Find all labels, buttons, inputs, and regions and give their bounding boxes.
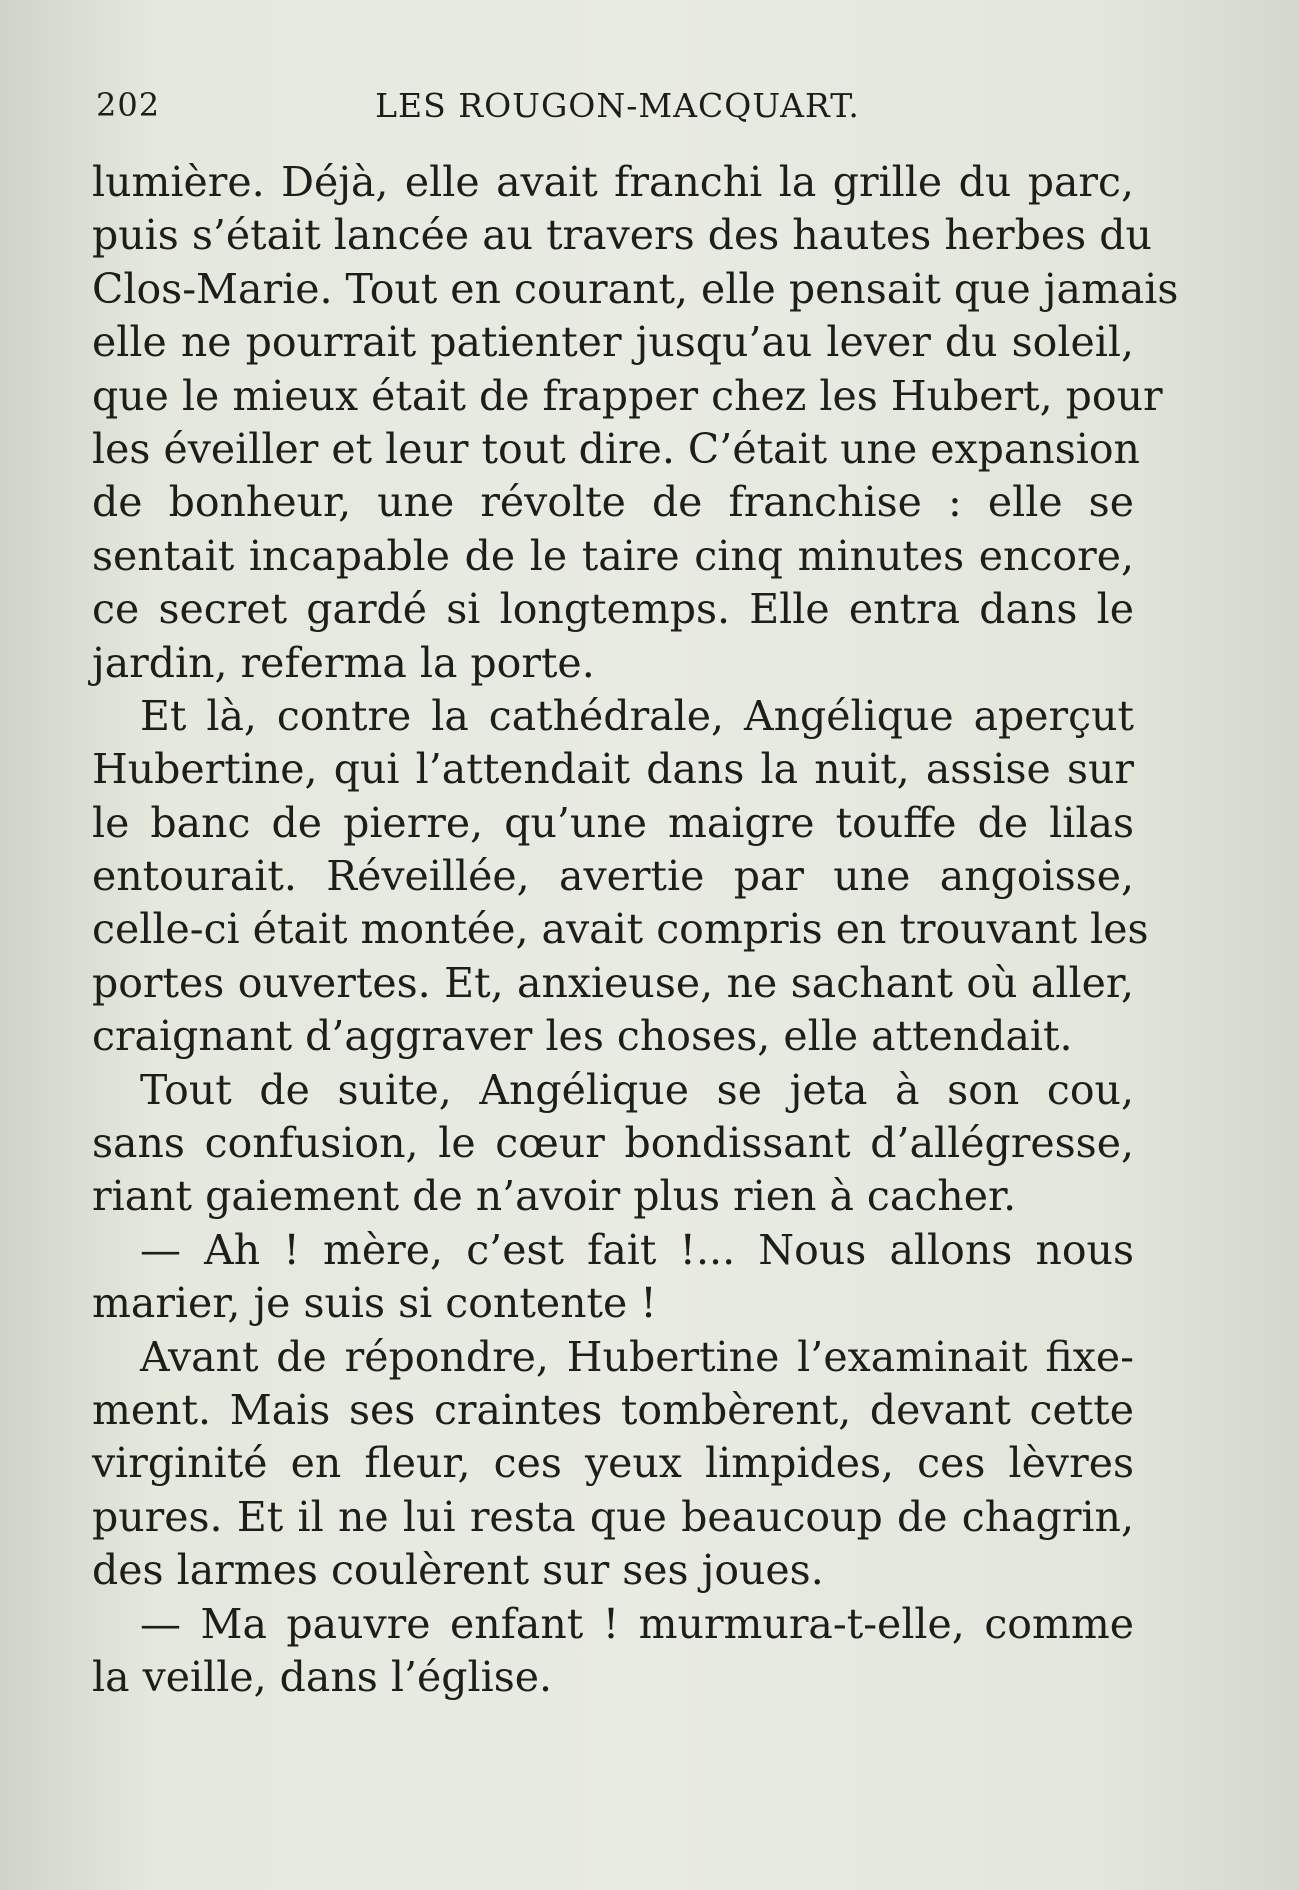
text-line: Tout de suite, Angélique se jeta à son cou, [140, 1065, 1134, 1114]
text-line: puis s’était lancée au travers des hautes herbes du [92, 211, 1152, 260]
text-line: elle ne pourrait patienter jusqu’au lever du soleil, [92, 318, 1134, 367]
text-line: virginité en fleur, ces yeux limpides, ces lèvres [92, 1439, 1134, 1488]
text-line: celle-ci était montée, avait compris en trouvant les [92, 905, 1149, 954]
text-line: jardin, referma la porte. [92, 638, 595, 687]
page-header [96, 86, 1139, 136]
text-line: Hubertine, qui l’attendait dans la nuit, assise sur [92, 745, 1134, 794]
text-line: sentait incapable de le taire cinq minutes encore, [92, 531, 1134, 580]
text-line: les éveiller et leur tout dire. C’était une expansion [92, 424, 1140, 473]
text-line: ce secret gardé si longtemps. Elle entra dans le [92, 585, 1134, 634]
text-line: des larmes coulèrent sur ses joues. [92, 1546, 824, 1595]
text-line: que le mieux était de frapper chez les Hubert, pour [92, 371, 1163, 420]
text-line: Clos-Marie. Tout en courant, elle pensait que jamais [92, 264, 1179, 313]
text-line: sans confusion, le cœur bondissant d’allégresse, [92, 1119, 1134, 1168]
text-line: lumière. Déjà, elle avait franchi la grille du parc, [92, 158, 1134, 206]
text-line: — Ma pauvre enfant ! murmura-t-elle, comme [140, 1599, 1134, 1648]
text-line: pures. Et il ne lui resta que beaucoup de chagrin, [92, 1492, 1134, 1541]
text-line: craignant d’aggraver les choses, elle attendait. [92, 1012, 1073, 1061]
text-line: Avant de répondre, Hubertine l’examinait fixe- [140, 1332, 1134, 1381]
text-line: — Ah ! mère, c’est fait !... Nous allons nous [140, 1225, 1134, 1274]
text-line: Et là, contre la cathédrale, Angélique aperçut [140, 691, 1134, 740]
page-number: 202 [96, 86, 161, 124]
text-line: entourait. Réveillée, avertie par une angoisse, [92, 852, 1134, 901]
text-line: la veille, dans l’église. [92, 1652, 553, 1701]
text-line: ment. Mais ses craintes tombèrent, devant cette [92, 1385, 1134, 1434]
text-line: marier, je suis si contente ! [92, 1279, 657, 1328]
text-line: de bonheur, une révolte de franchise : elle se [92, 478, 1134, 527]
running-title: LES ROUGON-MACQUART. [375, 86, 860, 125]
text-line: portes ouvertes. Et, anxieuse, ne sachant où aller, [92, 958, 1134, 1007]
text-line: riant gaiement de n’avoir plus rien à cacher. [92, 1172, 1017, 1221]
text-line: le banc de pierre, qu’une maigre touffe de lilas [92, 798, 1134, 847]
body-text [92, 156, 1179, 1704]
